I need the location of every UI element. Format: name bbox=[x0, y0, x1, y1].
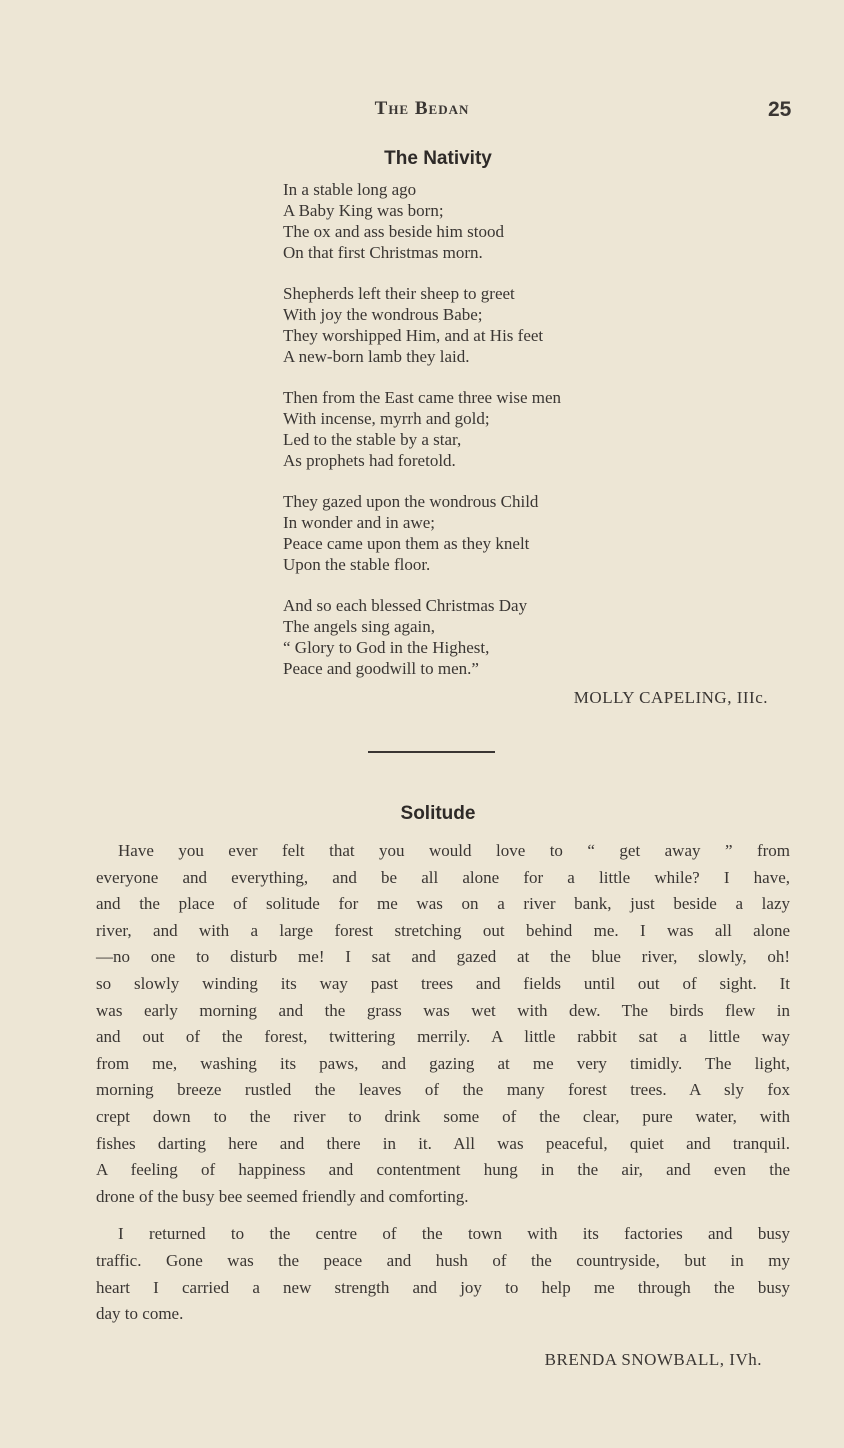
essay-line: drone of the busy bee seemed friendly and comforting. bbox=[96, 1186, 469, 1206]
poem-line: Peace and goodwill to men.” bbox=[283, 659, 479, 678]
essay-line: and out of the forest, twittering merrily. A little rabbit sat a little way bbox=[96, 1027, 790, 1047]
poem-stanza bbox=[283, 491, 561, 575]
essay-line: Have you ever felt that you would love to “ get away ” from bbox=[118, 841, 790, 860]
essay-author: BRENDA SNOWBALL, IVh. bbox=[544, 1350, 762, 1369]
essay-line: fishes darting here and there in it. All was peaceful, quiet and tranquil. bbox=[96, 1133, 790, 1153]
essay-line: —no one to disturb me! I sat and gazed at the blue river, slowly, oh! bbox=[96, 947, 790, 967]
poem-line: A new-born lamb they laid. bbox=[283, 347, 470, 366]
poem-line: And so each blessed Christmas Day bbox=[283, 596, 528, 615]
poem-stanza bbox=[283, 387, 561, 471]
section-divider bbox=[368, 751, 495, 753]
essay-title: Solitude bbox=[400, 803, 476, 824]
poem-stanza bbox=[283, 595, 561, 679]
essay-paragraph bbox=[96, 838, 790, 1210]
essay-line: and the place of solitude for me was on a river bank, just beside a lazy bbox=[96, 894, 790, 914]
poem-line: The ox and ass beside him stood bbox=[283, 222, 504, 241]
essay-line: everyone and everything, and be all alone for a little while? I have, bbox=[96, 867, 790, 887]
poem-author: MOLLY CAPELING, IIIc. bbox=[573, 688, 768, 707]
running-title: The Bedan bbox=[374, 98, 470, 119]
poem-title: The Nativity bbox=[384, 148, 492, 169]
essay-line: from me, washing its paws, and gazing at me very timidly. The light, bbox=[96, 1053, 790, 1073]
essay-line: crept down to the river to drink some of the clear, pure water, with bbox=[96, 1106, 790, 1126]
essay-line: heart I carried a new strength and joy to help me through the busy bbox=[96, 1277, 790, 1297]
poem-line: With incense, myrrh and gold; bbox=[283, 409, 490, 428]
poem-line: “ Glory to God in the Highest, bbox=[283, 638, 490, 657]
poem-line: As prophets had foretold. bbox=[283, 451, 456, 470]
essay-line: so slowly winding its way past trees and fields until out of sight. It bbox=[96, 973, 790, 993]
essay-line: was early morning and the grass was wet with dew. The birds flew in bbox=[96, 1000, 790, 1020]
poem-line: Then from the East came three wise men bbox=[283, 388, 562, 407]
poem-line: On that first Christmas morn. bbox=[283, 243, 483, 262]
poem-line: They worshipped Him, and at His feet bbox=[283, 326, 544, 345]
poem-line: Upon the stable floor. bbox=[283, 555, 431, 574]
essay-paragraph bbox=[96, 1221, 790, 1327]
essay-line: traffic. Gone was the peace and hush of the countryside, but in my bbox=[96, 1250, 790, 1270]
poem-line: Shepherds left their sheep to greet bbox=[283, 284, 515, 303]
essay-line: morning breeze rustled the leaves of the many forest trees. A sly fox bbox=[96, 1080, 790, 1100]
poem-line: A Baby King was born; bbox=[283, 201, 444, 220]
poem-line: In a stable long ago bbox=[283, 180, 417, 199]
essay-line: I returned to the centre of the town with its factories and busy bbox=[118, 1224, 790, 1244]
essay-body bbox=[96, 838, 790, 1339]
poem-body bbox=[283, 179, 561, 699]
page-number: 25 bbox=[768, 98, 792, 121]
poem-line: They gazed upon the wondrous Child bbox=[283, 492, 539, 511]
poem-line: In wonder and in awe; bbox=[283, 513, 436, 532]
poem-stanza bbox=[283, 283, 561, 367]
poem-line: The angels sing again, bbox=[283, 617, 436, 636]
poem-line: With joy the wondrous Babe; bbox=[283, 305, 483, 324]
poem-line: Led to the stable by a star, bbox=[283, 430, 462, 449]
essay-line: river, and with a large forest stretching out behind me. I was all alone bbox=[96, 920, 790, 940]
poem-line: Peace came upon them as they knelt bbox=[283, 534, 530, 553]
poem-stanza bbox=[283, 179, 561, 263]
essay-line: A feeling of happiness and contentment hung in the air, and even the bbox=[96, 1160, 790, 1180]
essay-line: day to come. bbox=[96, 1304, 184, 1324]
